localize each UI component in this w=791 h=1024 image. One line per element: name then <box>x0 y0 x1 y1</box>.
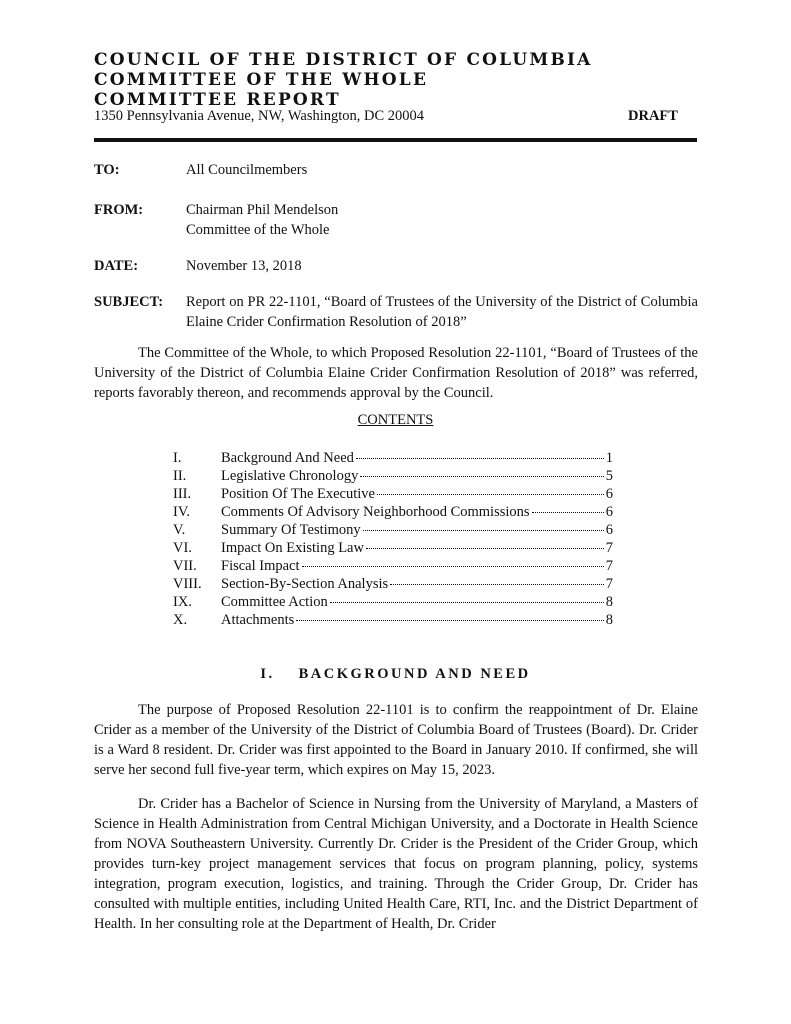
toc-number: VI. <box>173 540 192 556</box>
background-paragraph-1 <box>94 700 698 780</box>
toc-number: II. <box>173 468 187 484</box>
toc-number: I. <box>173 450 182 466</box>
toc-page-number: 8 <box>605 612 613 628</box>
toc-page-number: 8 <box>605 594 613 610</box>
background-text-2: Dr. Crider has a Bachelor of Science in Nursing from the University of Maryland, a Masters of Science in Health Administration from Central Michigan University, and a Doctorate in Health Science from NOVA Southeastern University. Currently Dr. Crider is the President of the Crider Group, which provides turn-key project management services that focus on program planning, policy, systems integration, program execution, logistics, and training. Through the Crider Group, Dr. Crider has consulted with multiple entities, including United Health Care, RTI, Inc. and the District Department of Health. In her consulting role at the Department of Health, Dr. Crider <box>94 796 698 932</box>
toc-title: Committee Action <box>221 594 328 610</box>
intro-paragraph <box>94 343 698 403</box>
toc-leader-dots <box>390 584 604 585</box>
toc-title: Comments Of Advisory Neighborhood Commissions <box>221 504 530 520</box>
toc-row <box>173 540 613 558</box>
from-committee: Committee of the Whole <box>186 222 330 238</box>
subject-label: SUBJECT: <box>94 294 164 310</box>
toc-leader-dots <box>302 566 604 567</box>
subject-value: Report on PR 22-1101, “Board of Trustees of the University of the District of Columbia Elaine Crider Confirmation Resolution of 2018” <box>186 294 698 330</box>
address: 1350 Pennsylvania Avenue, NW, Washington, DC 20004 <box>94 108 425 124</box>
contents-title: CONTENTS <box>357 412 434 428</box>
toc-number: X. <box>173 612 188 628</box>
toc-page-number: 1 <box>605 450 613 466</box>
toc-leader-dots <box>366 548 604 549</box>
intro-text: The Committee of the Whole, to which Proposed Resolution 22-1101, “Board of Trustees of the University of the District of Columbia Elaine Crider Confirmation Resolution of 2018” was referred, reports favorably thereon, and recommends approval by the Council. <box>94 345 698 401</box>
toc-number: V. <box>173 522 186 538</box>
background-text-1: The purpose of Proposed Resolution 22-1101 is to confirm the reappointment of Dr. Elaine Crider as a member of the University of the District of Columbia Board of Trustees (Board). Dr. Crider is a Ward 8 resident. Dr. Crider was first appointed to the Board in January 2010. If confirmed, she will serve her second full five-year term, which expires on May 15, 2023. <box>94 702 698 778</box>
toc-title: Summary Of Testimony <box>221 522 361 538</box>
report-heading: COMMITTEE REPORT <box>94 90 341 110</box>
background-paragraph-2 <box>94 794 698 934</box>
toc-number: VII. <box>173 558 197 574</box>
section-heading <box>0 666 791 683</box>
toc-number: III. <box>173 486 192 502</box>
draft-label: DRAFT <box>628 108 678 124</box>
toc-row <box>173 450 613 468</box>
toc-row <box>173 522 613 540</box>
toc-number: IX. <box>173 594 192 610</box>
toc-row <box>173 594 613 612</box>
section-title: BACKGROUND AND NEED <box>298 666 531 682</box>
date-label: DATE: <box>94 258 139 274</box>
from-label: FROM: <box>94 202 144 218</box>
toc-leader-dots <box>356 458 604 459</box>
toc-row <box>173 486 613 504</box>
toc-page-number: 6 <box>605 486 613 502</box>
toc-page-number: 7 <box>605 540 613 556</box>
table-of-contents <box>173 450 613 630</box>
toc-page-number: 7 <box>605 558 613 574</box>
toc-leader-dots <box>363 530 604 531</box>
toc-title: Section-By-Section Analysis <box>221 576 389 592</box>
toc-leader-dots <box>360 476 603 477</box>
toc-number: VIII. <box>173 576 202 592</box>
toc-number: IV. <box>173 504 191 520</box>
from-name: Chairman Phil Mendelson <box>186 202 339 218</box>
toc-row <box>173 576 613 594</box>
toc-page-number: 5 <box>605 468 613 484</box>
toc-leader-dots <box>296 620 603 621</box>
council-heading: COUNCIL OF THE DISTRICT OF COLUMBIA <box>94 50 593 70</box>
toc-title: Fiscal Impact <box>221 558 300 574</box>
toc-leader-dots <box>532 512 604 513</box>
toc-page-number: 6 <box>605 522 613 538</box>
toc-row <box>173 504 613 522</box>
to-value: All Councilmembers <box>186 162 308 178</box>
header-rule <box>94 138 697 142</box>
to-label: TO: <box>94 162 120 178</box>
committee-heading: COMMITTEE OF THE WHOLE <box>94 70 429 90</box>
section-number: I. <box>260 666 275 682</box>
date-value: November 13, 2018 <box>186 258 302 274</box>
toc-title: Legislative Chronology <box>221 468 359 484</box>
toc-page-number: 6 <box>605 504 613 520</box>
toc-page-number: 7 <box>605 576 613 592</box>
toc-row <box>173 468 613 486</box>
toc-title: Background And Need <box>221 450 354 466</box>
toc-row <box>173 612 613 630</box>
toc-row <box>173 558 613 576</box>
toc-title: Impact On Existing Law <box>221 540 364 556</box>
toc-title: Position Of The Executive <box>221 486 375 502</box>
toc-title: Attachments <box>221 612 295 628</box>
toc-leader-dots <box>330 602 604 603</box>
toc-leader-dots <box>377 494 604 495</box>
